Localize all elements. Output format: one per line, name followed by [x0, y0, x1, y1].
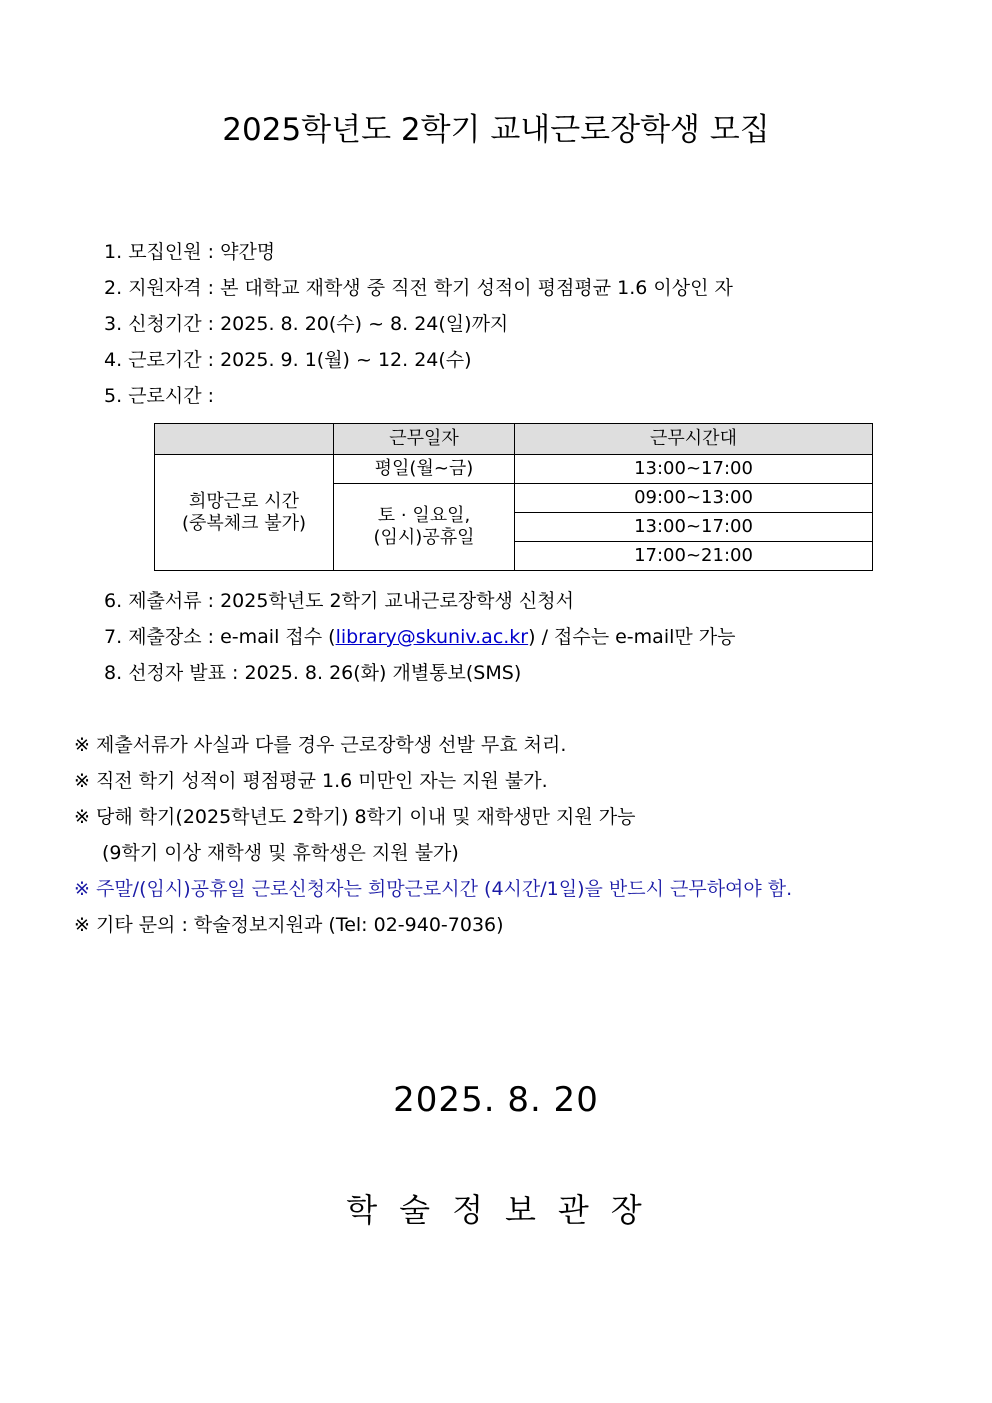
item-value: 2025. 8. 20(수) ~ 8. 24(일)까지	[220, 313, 509, 335]
time-slot: 13:00~17:00	[515, 455, 873, 484]
document-title: 2025학년도 2학기 교내근로장학생 모집	[222, 112, 770, 148]
item-work-period: 4. 근로기간 : 2025. 9. 1(월) ~ 12. 24(수)	[104, 349, 472, 371]
item-number: 6.	[104, 590, 123, 612]
work-schedule-table	[154, 423, 873, 571]
table-row	[155, 455, 873, 484]
item-eligibility: 2. 지원자격 : 본 대학교 재학생 중 직전 학기 성적이 평점평균 1.6 이상인 자	[104, 277, 733, 299]
item-work-hours: 5. 근로시간 :	[104, 385, 215, 407]
note-semester-limit-detail: (9학기 이상 재학생 및 휴학생은 지원 불가)	[102, 842, 459, 864]
weekend-label: 토 · 일요일, (임시)공휴일	[334, 484, 515, 571]
item-recruit-count: 1. 모집인원 : 약간명	[104, 241, 276, 263]
item-number: 8.	[104, 662, 123, 684]
note-invalid-documents: ※ 제출서류가 사실과 다를 경우 근로장학생 선발 무효 처리.	[74, 734, 567, 756]
signer: 학술정보관장	[346, 1191, 664, 1229]
item-number: 4.	[104, 349, 123, 371]
item-number: 7.	[104, 626, 123, 648]
preferred-hours-label: 희망근로 시간 (중복체크 불가)	[155, 455, 334, 571]
item-label: 모집인원	[128, 241, 202, 263]
item-value: 2025. 9. 1(월) ~ 12. 24(수)	[220, 349, 472, 371]
note-gpa-requirement: ※ 직전 학기 성적이 평점평균 1.6 미만인 자는 지원 불가.	[74, 770, 548, 792]
table-header-work-day: 근무일자	[334, 424, 515, 455]
item-announcement: 8. 선정자 발표 : 2025. 8. 26(화) 개별통보(SMS)	[104, 662, 522, 684]
item-documents: 6. 제출서류 : 2025학년도 2학기 교내근로장학생 신청서	[104, 590, 574, 612]
table-header-time-slot: 근무시간대	[515, 424, 873, 455]
item-label: 제출서류	[128, 590, 202, 612]
item-number: 1.	[104, 241, 123, 263]
item-value: 약간명	[220, 241, 276, 263]
recruitment-details	[104, 234, 733, 414]
item-submission-place: 7. 제출장소 : e-mail 접수 (library@skuniv.ac.kr) / 접수는 e-mail만 가능	[104, 626, 736, 648]
time-slot: 13:00~17:00	[515, 513, 873, 542]
table-header-row	[155, 424, 873, 455]
note-contact: ※ 기타 문의 : 학술정보지원과 (Tel: 02-940-7036)	[74, 914, 504, 936]
time-slot: 09:00~13:00	[515, 484, 873, 513]
weekday-label: 평일(월~금)	[334, 455, 515, 484]
issue-date: 2025. 8. 20	[393, 1080, 599, 1120]
email-link[interactable]: library@skuniv.ac.kr	[335, 626, 529, 648]
item-label: 선정자 발표	[128, 662, 226, 684]
table-header-blank	[155, 424, 334, 455]
item-label: 제출장소	[128, 626, 202, 648]
note-weekend-requirement: ※ 주말/(임시)공휴일 근로신청자는 희망근로시간 (4시간/1일)을 반드시 근무하여야 함.	[74, 878, 793, 900]
item-value: 2025. 8. 26(화) 개별통보(SMS)	[244, 662, 522, 684]
note-semester-limit: ※ 당해 학기(2025학년도 2학기) 8학기 이내 및 재학생만 지원 가능	[74, 806, 636, 828]
item-number: 5.	[104, 385, 123, 407]
item-label: 근로시간	[128, 385, 202, 407]
notes-section	[74, 727, 792, 943]
item-label: 근로기간	[128, 349, 202, 371]
item-label: 신청기간	[128, 313, 202, 335]
item-value: 본 대학교 재학생 중 직전 학기 성적이 평점평균 1.6 이상인 자	[220, 277, 733, 299]
item-application-period: 3. 신청기간 : 2025. 8. 20(수) ~ 8. 24(일)까지	[104, 313, 509, 335]
item-number: 2.	[104, 277, 123, 299]
item-value: 2025학년도 2학기 교내근로장학생 신청서	[220, 590, 574, 612]
item-label: 지원자격	[128, 277, 202, 299]
time-slot: 17:00~21:00	[515, 542, 873, 571]
item-number: 3.	[104, 313, 123, 335]
submission-details	[104, 583, 735, 691]
